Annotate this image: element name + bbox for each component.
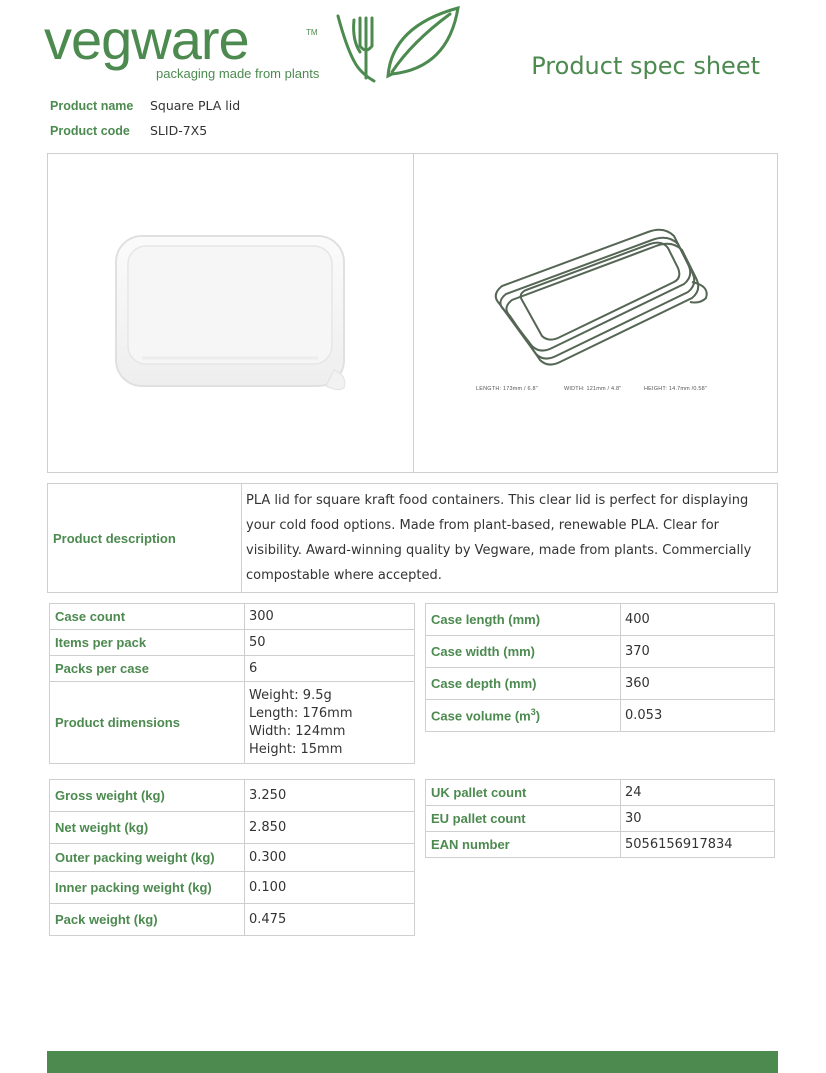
lid-photo	[112, 230, 352, 400]
table-row	[50, 682, 415, 764]
case-volume-label	[426, 700, 621, 732]
description-text: PLA lid for square kraft food containers. This clear lid is perfect for displaying your cold food options. Made from plant-based, renewable PLA. Clear for visibility. Award-winning quality by Vegware, made from plants. Commercially compostable where accepted.	[242, 484, 778, 593]
gross-weight-label: Gross weight (kg)	[50, 780, 245, 812]
table-row	[426, 806, 775, 832]
table-row	[426, 700, 775, 732]
logo-tagline: packaging made from plants	[156, 66, 320, 81]
case-length-value: 400	[621, 604, 775, 636]
drawing-height: HEIGHT: 14.7mm /0.58"	[644, 386, 708, 392]
uk-pallet-count-label: UK pallet count	[426, 780, 621, 806]
logo-trademark: TM	[306, 28, 318, 37]
case-depth-value: 360	[621, 668, 775, 700]
inner-packing-weight-value: 0.100	[245, 872, 415, 904]
table-row	[426, 604, 775, 636]
eu-pallet-count-label: EU pallet count	[426, 806, 621, 832]
table-row	[426, 780, 775, 806]
net-weight-label: Net weight (kg)	[50, 812, 245, 844]
product-images	[47, 153, 778, 473]
inner-packing-weight-label: Inner packing weight (kg)	[50, 872, 245, 904]
sheet-title: Product spec sheet	[531, 52, 760, 80]
table-row	[50, 604, 415, 630]
weight-table	[49, 779, 415, 936]
dimension-width: Width: 124mm	[249, 723, 346, 739]
table-row	[426, 668, 775, 700]
case-width-value: 370	[621, 636, 775, 668]
table-row	[50, 812, 415, 844]
case-volume-sup: 3	[530, 707, 536, 718]
image-divider	[413, 154, 414, 472]
product-code-row	[50, 123, 207, 138]
case-count-value: 300	[245, 604, 415, 630]
case-volume-value: 0.053	[621, 700, 775, 732]
eu-pallet-count-value: 30	[621, 806, 775, 832]
description-table	[47, 483, 778, 593]
table-row	[50, 656, 415, 682]
pack-weight-value: 0.475	[245, 904, 415, 936]
pallet-table	[425, 779, 775, 858]
case-volume-suffix: )	[535, 708, 541, 724]
items-per-pack-value: 50	[245, 630, 415, 656]
product-code-label: Product code	[50, 124, 130, 138]
case-width-label: Case width (mm)	[426, 636, 621, 668]
ean-number-value: 5056156917834	[621, 832, 775, 858]
product-code-value: SLID-7X5	[149, 123, 208, 138]
drawing-length: LENGTH: 173mm / 6.8"	[476, 386, 538, 392]
pack-weight-label: Pack weight (kg)	[50, 904, 245, 936]
table-row	[50, 904, 415, 936]
packs-per-case-value: 6	[245, 656, 415, 682]
dimension-weight: Weight: 9.5g	[249, 687, 332, 703]
ean-number-label: EAN number	[426, 832, 621, 858]
product-name-label: Product name	[50, 99, 134, 113]
uk-pallet-count-value: 24	[621, 780, 775, 806]
net-weight-value: 2.850	[245, 812, 415, 844]
dimension-length: Length: 176mm	[249, 705, 353, 721]
product-dimensions-value	[245, 682, 415, 764]
dimension-height: Height: 15mm	[249, 741, 343, 757]
case-table	[425, 603, 775, 732]
case-length-label: Case length (mm)	[426, 604, 621, 636]
vegware-logo	[44, 6, 444, 86]
table-row	[50, 872, 415, 904]
table-row	[50, 780, 415, 812]
table-row	[426, 832, 775, 858]
product-name-row	[50, 98, 240, 113]
product-dimensions-label: Product dimensions	[50, 682, 245, 764]
product-name-value: Square PLA lid	[149, 98, 241, 113]
items-per-pack-label: Items per pack	[50, 630, 245, 656]
gross-weight-value: 3.250	[245, 780, 415, 812]
table-row	[50, 844, 415, 872]
lid-drawing	[488, 224, 718, 374]
description-label: Product description	[48, 484, 242, 593]
table-row	[50, 630, 415, 656]
table-row	[426, 636, 775, 668]
case-count-label: Case count	[50, 604, 245, 630]
drawing-width: WIDTH: 121mm / 4.8"	[564, 386, 622, 392]
pack-table	[49, 603, 415, 764]
outer-packing-weight-value: 0.300	[245, 844, 415, 872]
fork-leaf-icon	[328, 6, 468, 86]
case-volume-text: Case volume (m	[431, 708, 531, 724]
case-depth-label: Case depth (mm)	[426, 668, 621, 700]
outer-packing-weight-label: Outer packing weight (kg)	[50, 844, 245, 872]
footer-bar	[47, 1051, 778, 1073]
logo-wordmark: vegware	[44, 8, 249, 71]
packs-per-case-label: Packs per case	[50, 656, 245, 682]
